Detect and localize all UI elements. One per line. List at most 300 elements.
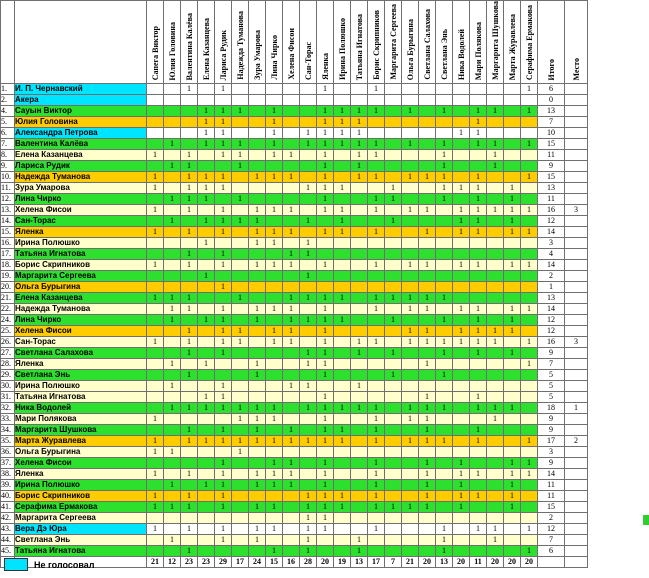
vote-cell: 1 [181,524,198,535]
column-total: 29 [215,557,232,568]
table-row [1,469,588,480]
vote-cell: 1 [487,161,504,172]
row-total: 11 [538,491,565,502]
vote-cell [198,337,215,348]
vote-cell [504,249,521,260]
vote-cell [402,524,419,535]
vote-cell: 1 [504,469,521,480]
vote-cell: 1 [368,403,385,414]
vote-cell [385,304,402,315]
vote-cell: 1 [249,172,266,183]
vote-cell [521,194,538,205]
row-number: 27. [1,348,15,359]
vote-cell [470,381,487,392]
vote-cell [266,381,283,392]
vote-cell: 1 [436,183,453,194]
vote-cell [504,370,521,381]
participant-name: Татьяна Игнатова [15,249,147,260]
vote-cell [368,161,385,172]
vote-cell [419,238,436,249]
row-place [565,139,588,150]
vote-cell [368,381,385,392]
vote-cell: 1 [164,447,181,458]
voter-name: Ника Водолей [456,28,466,80]
vote-cell [487,458,504,469]
vote-cell: 1 [164,535,181,546]
vote-cell [164,282,181,293]
vote-cell [232,183,249,194]
vote-cell: 1 [198,172,215,183]
vote-cell: 1 [521,546,538,557]
voter-name: Ирина Полюшко [337,18,347,80]
vote-cell [385,403,402,414]
vote-cell: 1 [368,150,385,161]
vote-cell: 1 [232,436,249,447]
voter-header [436,1,453,84]
vote-cell [334,480,351,491]
vote-cell: 1 [317,315,334,326]
vote-cell [300,425,317,436]
vote-cell [470,513,487,524]
vote-cell [453,392,470,403]
vote-cell [300,227,317,238]
participant-name: Ника Водолей [15,403,147,414]
vote-cell: 1 [300,238,317,249]
vote-cell [402,480,419,491]
row-place [565,480,588,491]
vote-cell: 1 [266,139,283,150]
vote-cell: 1 [385,293,402,304]
vote-cell: 1 [181,183,198,194]
vote-cell: 1 [283,326,300,337]
vote-cell: 1 [470,348,487,359]
vote-cell [300,480,317,491]
vote-cell: 1 [181,348,198,359]
vote-cell [351,392,368,403]
voter-header [470,1,487,84]
vote-cell [266,84,283,95]
vote-cell [334,469,351,480]
vote-cell: 1 [283,249,300,260]
vote-cell [385,469,402,480]
vote-cell [436,227,453,238]
vote-cell [521,403,538,414]
vote-cell: 1 [402,293,419,304]
vote-cell [487,513,504,524]
column-total: 15 [266,557,283,568]
vote-cell [300,447,317,458]
voter-header [504,1,521,84]
participant-name: Светлана Энь [15,535,147,546]
vote-cell: 1 [266,480,283,491]
vote-cell [164,458,181,469]
vote-cell [487,95,504,106]
vote-cell [283,414,300,425]
vote-cell: 1 [249,205,266,216]
row-total: 17 [538,436,565,447]
table-row [1,304,588,315]
vote-cell [470,271,487,282]
vote-cell: 1 [181,150,198,161]
vote-cell [334,238,351,249]
vote-cell [453,381,470,392]
table-row [1,249,588,260]
vote-cell: 1 [436,546,453,557]
vote-cell: 1 [487,139,504,150]
legend-label: Не голосовал [34,559,95,570]
vote-cell [487,348,504,359]
vote-cell: 1 [249,260,266,271]
vote-cell [266,513,283,524]
vote-cell: 1 [164,139,181,150]
vote-cell [487,304,504,315]
vote-cell [334,458,351,469]
row-number: 29. [1,370,15,381]
vote-cell: 1 [385,216,402,227]
vote-cell: 1 [470,205,487,216]
vote-cell [351,513,368,524]
vote-cell [334,392,351,403]
vote-cell [147,403,164,414]
vote-cell: 1 [300,513,317,524]
row-number: 35. [1,436,15,447]
row-number: 34. [1,425,15,436]
vote-cell: 1 [521,227,538,238]
vote-cell [164,128,181,139]
vote-cell: 1 [419,458,436,469]
vote-cell [453,95,470,106]
participant-name: Яленка [15,227,147,238]
vote-cell: 1 [266,414,283,425]
table-row [1,216,588,227]
voter-name: Светлана Салахова [422,9,432,80]
row-place [565,425,588,436]
column-total: 24 [249,557,266,568]
vote-cell [198,458,215,469]
vote-cell [232,513,249,524]
vote-cell [470,359,487,370]
vote-cell: 1 [504,260,521,271]
vote-cell [147,84,164,95]
participant-name: Елена Казанцева [15,150,147,161]
vote-cell [283,106,300,117]
vote-cell: 1 [300,139,317,150]
participant-name: Борис Скрипников [15,260,147,271]
row-place: 3 [565,337,588,348]
vote-cell: 1 [266,260,283,271]
vote-cell [249,458,266,469]
vote-cell [436,447,453,458]
vote-cell: 1 [181,84,198,95]
vote-cell: 1 [215,524,232,535]
row-place [565,370,588,381]
vote-cell: 1 [300,502,317,513]
vote-cell: 1 [249,304,266,315]
vote-cell [232,535,249,546]
vote-cell [419,128,436,139]
vote-cell: 1 [402,337,419,348]
voter-header [181,1,198,84]
vote-cell [436,359,453,370]
vote-cell [198,161,215,172]
vote-cell: 1 [453,502,470,513]
vote-cell: 1 [215,139,232,150]
vote-cell: 1 [317,150,334,161]
vote-cell: 1 [147,469,164,480]
vote-cell [385,161,402,172]
table-row [1,348,588,359]
vote-cell [266,348,283,359]
row-number: 18. [1,260,15,271]
vote-cell: 1 [385,194,402,205]
column-total: 20 [317,557,334,568]
vote-cell [164,513,181,524]
vote-cell [402,491,419,502]
vote-cell [521,117,538,128]
vote-cell: 1 [215,282,232,293]
vote-cell [317,249,334,260]
vote-cell: 1 [385,370,402,381]
row-number: 17. [1,249,15,260]
row-place [565,84,588,95]
row-place [565,546,588,557]
vote-cell [215,161,232,172]
vote-cell [198,425,215,436]
vote-cell: 1 [215,458,232,469]
row-place [565,271,588,282]
vote-cell: 1 [385,315,402,326]
vote-cell [283,238,300,249]
vote-cell [453,425,470,436]
vote-cell: 1 [368,469,385,480]
row-place [565,260,588,271]
vote-cell: 1 [317,524,334,535]
row-number: 26. [1,337,15,348]
vote-cell: 1 [164,194,181,205]
vote-cell [436,381,453,392]
vote-cell: 1 [215,381,232,392]
vote-cell [521,392,538,403]
row-number: 9. [1,161,15,172]
footer-spacer [565,557,588,568]
vote-cell: 1 [317,403,334,414]
vote-cell [198,282,215,293]
row-number: 19. [1,271,15,282]
vote-cell: 1 [317,205,334,216]
row-total: 5 [538,392,565,403]
vote-cell: 1 [198,139,215,150]
voter-header [300,1,317,84]
vote-cell: 1 [147,150,164,161]
vote-cell [385,414,402,425]
vote-cell: 1 [317,436,334,447]
participant-name: Хелена Фисои [15,326,147,337]
row-number: 11. [1,183,15,194]
participant-name: Светлана Энь [15,370,147,381]
vote-cell: 1 [470,172,487,183]
vote-cell [487,502,504,513]
row-total: 9 [538,425,565,436]
vote-cell: 1 [334,315,351,326]
vote-cell [453,293,470,304]
vote-cell: 1 [147,436,164,447]
row-number: 42. [1,513,15,524]
vote-cell [198,535,215,546]
vote-cell [419,513,436,524]
participant-name: Лина Чирко [15,315,147,326]
vote-cell [351,282,368,293]
vote-cell [215,359,232,370]
vote-cell: 1 [317,414,334,425]
vote-cell [198,348,215,359]
vote-cell: 1 [266,502,283,513]
vote-cell: 1 [470,436,487,447]
vote-cell: 1 [368,458,385,469]
vote-cell [351,458,368,469]
vote-cell: 1 [266,458,283,469]
vote-cell [249,546,266,557]
vote-cell: 1 [283,227,300,238]
vote-cell [351,271,368,282]
voter-name: Марта Журавлева [507,13,517,80]
voter-header [198,1,215,84]
vote-cell: 1 [181,425,198,436]
vote-cell [470,293,487,304]
vote-cell [453,535,470,546]
vote-cell: 1 [453,491,470,502]
participant-name: Ирина Полюшко [15,381,147,392]
vote-cell [164,469,181,480]
vote-cell [283,128,300,139]
vote-cell: 1 [164,381,181,392]
vote-cell: 1 [521,106,538,117]
row-place [565,447,588,458]
vote-cell [334,447,351,458]
vote-cell [300,326,317,337]
column-total: 20 [419,557,436,568]
vote-cell: 1 [334,403,351,414]
vote-cell [351,194,368,205]
vote-cell [419,95,436,106]
vote-cell [249,348,266,359]
vote-cell [232,502,249,513]
column-total: 16 [283,557,300,568]
table-row [1,271,588,282]
vote-cell: 1 [470,524,487,535]
vote-cell [147,249,164,260]
legend [4,558,95,571]
vote-cell: 1 [470,326,487,337]
vote-cell [368,315,385,326]
table-row [1,128,588,139]
vote-cell [487,469,504,480]
vote-cell [470,150,487,161]
vote-cell: 1 [249,425,266,436]
vote-cell: 1 [470,183,487,194]
vote-cell [470,84,487,95]
vote-cell [470,370,487,381]
vote-cell [419,370,436,381]
vote-cell: 1 [181,227,198,238]
vote-cell: 1 [266,469,283,480]
vote-cell: 1 [402,436,419,447]
vote-cell [198,381,215,392]
vote-cell [368,348,385,359]
vote-cell [198,513,215,524]
vote-cell: 1 [215,227,232,238]
vote-cell [334,359,351,370]
vote-cell [232,238,249,249]
vote-cell [453,194,470,205]
row-number: 20. [1,282,15,293]
row-place [565,392,588,403]
row-total: 3 [538,238,565,249]
row-place [565,95,588,106]
vote-cell: 1 [147,183,164,194]
vote-cell [487,194,504,205]
vote-cell [147,370,164,381]
vote-cell [385,260,402,271]
vote-cell [300,370,317,381]
vote-cell [232,359,249,370]
vote-cell: 1 [283,304,300,315]
vote-cell [317,447,334,458]
vote-cell [147,348,164,359]
vote-cell [181,513,198,524]
vote-cell: 1 [215,117,232,128]
vote-cell: 1 [300,491,317,502]
vote-cell: 1 [181,491,198,502]
vote-cell [402,238,419,249]
vote-cell [266,392,283,403]
vote-cell [351,480,368,491]
vote-cell: 1 [317,106,334,117]
vote-cell: 1 [436,150,453,161]
row-place [565,150,588,161]
vote-cell [402,546,419,557]
vote-cell: 1 [317,139,334,150]
row-place [565,282,588,293]
vote-cell: 1 [317,348,334,359]
vote-cell [521,161,538,172]
column-total: 17 [368,557,385,568]
vote-cell [181,458,198,469]
vote-cell [368,282,385,293]
row-total: 5 [538,381,565,392]
row-number: 15. [1,227,15,238]
vote-cell: 1 [334,128,351,139]
vote-cell: 1 [215,150,232,161]
vote-cell: 1 [470,425,487,436]
vote-cell [198,205,215,216]
participant-name: Борис Скрипников [15,491,147,502]
participant-name: Светлана Салахова [15,348,147,359]
vote-cell [198,260,215,271]
column-total: 7 [385,557,402,568]
row-number: 22. [1,304,15,315]
vote-cell: 1 [266,436,283,447]
vote-cell: 1 [521,359,538,370]
row-number: 7. [1,139,15,150]
vote-cell: 1 [436,172,453,183]
vote-cell [368,117,385,128]
vote-cell [521,491,538,502]
vote-cell: 1 [317,425,334,436]
vote-cell: 1 [283,436,300,447]
vote-cell [419,315,436,326]
vote-cell [487,447,504,458]
vote-cell [436,260,453,271]
